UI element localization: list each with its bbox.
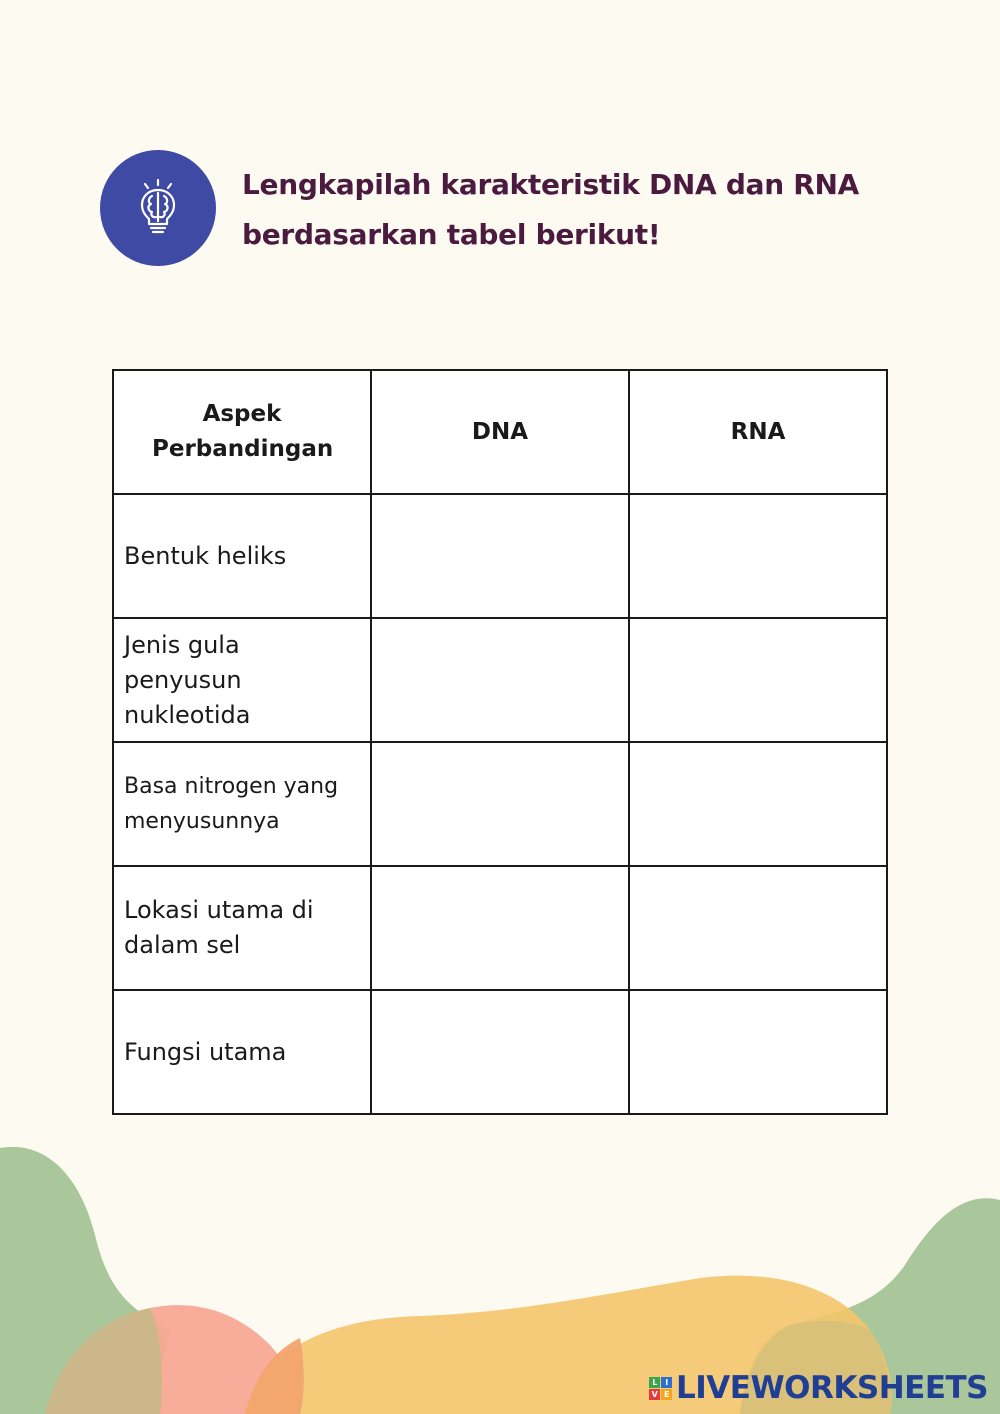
rna-answer-cell[interactable] [629, 866, 887, 990]
table-row [113, 618, 887, 742]
brain-lightbulb-icon [126, 176, 190, 240]
header-rna: RNA [629, 370, 887, 494]
aspect-cell: Jenis gula penyusun nukleotida [113, 618, 371, 742]
dna-answer-cell[interactable] [371, 618, 629, 742]
table-row [113, 494, 887, 618]
rna-answer-cell[interactable] [629, 494, 887, 618]
rna-answer-cell[interactable] [629, 618, 887, 742]
dna-answer-cell[interactable] [371, 742, 629, 866]
aspect-cell: Basa nitrogen yang menyusunnya [113, 742, 371, 866]
mark-letter: L [649, 1377, 660, 1388]
rna-answer-cell[interactable] [629, 742, 887, 866]
aspect-cell: Lokasi utama di dalam sel [113, 866, 371, 990]
table-row [113, 742, 887, 866]
dna-answer-cell[interactable] [371, 990, 629, 1114]
page-title: Lengkapilah karakteristik DNA dan RNA berdasarkan tabel berikut! [242, 168, 860, 251]
brand-text: LIVEWORKSHEETS [676, 1370, 988, 1406]
comparison-table [112, 369, 888, 1115]
header-dna: DNA [371, 370, 629, 494]
mark-letter: I [661, 1377, 672, 1388]
rna-answer-cell[interactable] [629, 990, 887, 1114]
mark-letter: E [661, 1389, 672, 1400]
liveworksheets-mark-icon [649, 1377, 672, 1400]
table-row [113, 866, 887, 990]
dna-answer-cell[interactable] [371, 494, 629, 618]
dna-answer-cell[interactable] [371, 866, 629, 990]
liveworksheets-logo [649, 1370, 988, 1406]
header-aspect: Aspek Perbandingan [113, 370, 371, 494]
brain-lightbulb-icon-badge [100, 150, 216, 266]
table-row [113, 990, 887, 1114]
mark-letter: V [649, 1389, 660, 1400]
aspect-cell: Fungsi utama [113, 990, 371, 1114]
aspect-cell: Bentuk heliks [113, 494, 371, 618]
table-header-row [113, 370, 887, 494]
